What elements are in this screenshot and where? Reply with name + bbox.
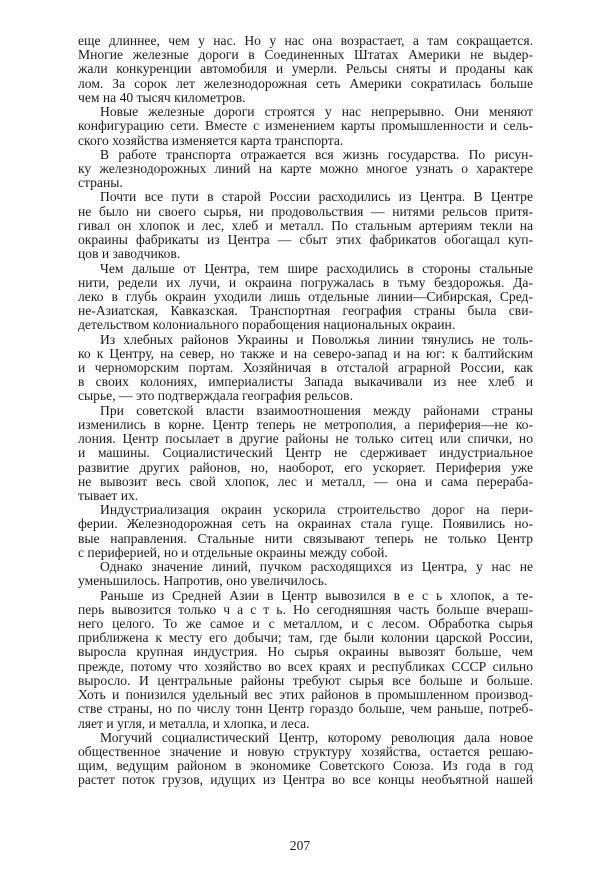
- text-line: конфигурацию сети. Вместе с изменением карты промышленности и сель-: [78, 118, 533, 134]
- text-line: гивал он хлопок и лес, хлеб и металл. По стальным артериям текли на: [78, 217, 533, 233]
- paragraph: [78, 148, 533, 191]
- text-line: Из хлебных районов Украины и Поволжья линии тянулись не толь-: [100, 331, 533, 347]
- text-line: ляет и угля, и металла, и хлопка, и леса.: [78, 715, 310, 731]
- page-number: 207: [289, 838, 311, 853]
- text-line: и машины. Социалистический Центр не сдерживает индустриальное: [78, 445, 533, 461]
- text-line: стве страны, но по числу тонн Центр гораздо больше, чем раньше, потреб-: [78, 701, 533, 717]
- text-line: в своих колониях, империалисты Запада выкачивали из нее хлеб и: [78, 374, 533, 390]
- paragraph: [78, 503, 533, 560]
- paragraph: [78, 560, 533, 588]
- text-line: Многие железные дороги в Соединенных Штатах Америки не выдер-: [78, 47, 533, 63]
- text-line: ко к Центру, на север, но также и на северо-запад и на юг: к балтийским: [78, 345, 533, 361]
- paragraph: [78, 190, 533, 261]
- text-line: приближена к месту его добычи; там, где были колонии царской России,: [78, 630, 533, 646]
- text-line: Однако значение линий, пучком расходящихся из Центра, у нас не: [100, 559, 533, 575]
- text-line: Индустриализация окраин ускорила строительство дорог на пери-: [100, 502, 533, 518]
- paragraph: [78, 731, 533, 788]
- text-line: Чем дальше от Центра, тем шире расходились в стороны стальные: [100, 260, 533, 276]
- text-line: страны.: [78, 175, 123, 191]
- text-line: растет поток грузов, идущих из Центра во все концы необъятной нашей: [78, 772, 533, 788]
- text-line: сырье, — это подтверждала география рельсов.: [78, 388, 353, 404]
- text-line: выросло. И центральные районы требуют сырья все больше и больше.: [78, 672, 533, 688]
- text-line: ского хозяйства изменяется карта транспорта.: [78, 132, 344, 148]
- text-line: Новые железные дороги строятся у нас непрерывно. Они меняют: [100, 104, 533, 120]
- text-line: чем на 40 тысяч километров.: [78, 89, 246, 105]
- text-line: прежде, потому что хозяйство во всех краях и республиках СССР сильно: [78, 658, 533, 674]
- paragraph: [78, 105, 533, 148]
- text-line: нити, редели их лучи, и окраина погружалась в тьму бездорожья. Да-: [78, 274, 533, 290]
- text-line: не было ни своего сырья, ни продовольствия — нитями рельсов притя-: [78, 203, 533, 219]
- text-line: Почти все пути в старой России расходились из Центра. В Центре: [100, 189, 533, 205]
- text-line: общественное значение и новую структуру хозяйства, остается решаю-: [78, 743, 533, 759]
- text-line: При советской власти взаимоотношения между районами страны: [100, 402, 533, 418]
- paragraph: [78, 34, 533, 105]
- text-line: цов и заводчиков.: [78, 246, 181, 262]
- text-line: ферии. Железнодорожная сеть на окраинах стала гуще. Появились но-: [78, 516, 533, 532]
- paragraph: [78, 589, 533, 731]
- text-line: перь вывозится только ч а с т ь. Но сегодняшняя часть больше вчераш-: [78, 601, 533, 617]
- text-line: еще длиннее, чем у нас. Но у нас она возрастает, а там сокращается.: [78, 33, 533, 48]
- text-line: леко в глубь окраин уходили лишь отдельные линии—Сибирская, Сред-: [78, 288, 533, 304]
- text-line: окраины фабрикаты из Центра — сбыт этих фабрикатов обогащал куп-: [78, 232, 533, 248]
- text-line: изменились в корне. Центр теперь не метрополия, а периферия—не ко-: [78, 416, 533, 432]
- text-line: щим, ведущим районом в экономике Советского Союза. Из года в год: [78, 758, 533, 774]
- text-line: с периферией, но и отдельные окраины между собой.: [78, 544, 388, 560]
- text-line: Могучий социалистический Центр, которому революция дала новое: [100, 729, 533, 745]
- text-line: ку железнодорожных линий на карте можно многое узнать о характере: [78, 160, 533, 176]
- text-line: вые направления. Стальные нити связывают теперь не только Центр: [78, 530, 533, 546]
- text-line: и черноморским портам. Хозяйничая в отсталой аграрной России, как: [78, 360, 533, 376]
- text-line: детельством колониального порабощения национальных окраин.: [78, 317, 456, 333]
- text-line: уменьшилось. Напротив, оно увеличилось.: [78, 573, 328, 589]
- text-line: развитие других районов, но, наоборот, его ускоряет. Периферия уже: [78, 459, 533, 475]
- text-line: В работе транспорта отражается вся жизнь государства. По рисун-: [100, 146, 533, 162]
- paragraph: [78, 404, 533, 504]
- text-line: Хоть и понизился удельный вес этих районов в промышленном производ-: [78, 687, 533, 703]
- paragraph: [78, 333, 533, 404]
- paragraph: [78, 262, 533, 333]
- text-line: тывает их.: [78, 488, 139, 503]
- text-line: жали конкуренции автомобиля и умерли. Рельсы сняты и проданы как: [78, 61, 533, 77]
- text-line: лония. Центр посылает в другие районы не только ситец или спички, но: [78, 431, 533, 447]
- text-line: выросла крупная индустрия. Но сырья окраины вывозят больше, чем: [78, 644, 533, 660]
- text-line: не вывозит весь свой хлопок, лес и металл, — она и сама перераба-: [78, 473, 533, 489]
- page-body-text: [78, 34, 533, 788]
- text-line: него целого. То же самое и с металлом, и с лесом. Обработка сырья: [78, 615, 533, 631]
- text-line: Раньше из Средней Азии в Центр вывозился в е с ь хлопок, а те-: [100, 587, 533, 603]
- text-line: не-Азиатская, Кавказская. Транспортная география страны была сви-: [78, 303, 533, 319]
- text-line: лом. За сорок лет железнодорожная сеть Америки сократилась больше: [78, 75, 533, 91]
